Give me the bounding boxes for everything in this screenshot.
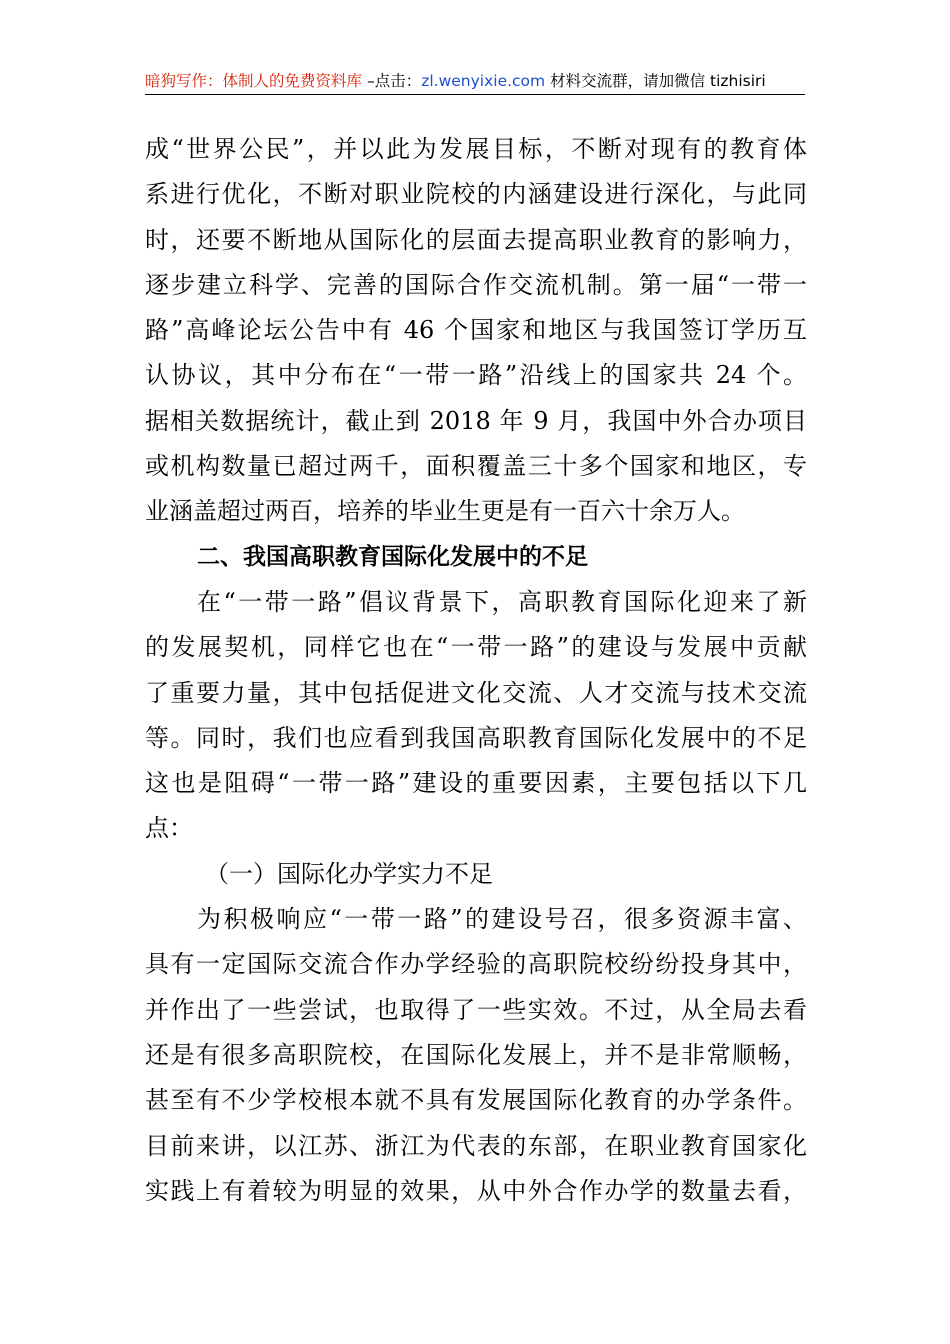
paragraph-line: 目前来讲，以江苏、浙江为代表的东部，在职业教育国家化 xyxy=(145,1131,807,1160)
paragraph-line: 这也是阻碍“一带一路”建设的重要因素，主要包括以下几 xyxy=(145,769,807,798)
subsection-heading: （一）国际化办学实力不足 xyxy=(205,859,493,888)
document-body xyxy=(145,127,807,1214)
paragraph-line: 具有一定国际交流合作办学经验的高职院校纷纷投身其中， xyxy=(145,950,807,979)
paragraph-line: 等。同时，我们也应看到我国高职教育国际化发展中的不足 xyxy=(145,723,807,752)
section-heading: 二、我国高职教育国际化发展中的不足 xyxy=(197,543,588,570)
paragraph-line: 为积极响应“一带一路”的建设号召，很多资源丰富、 xyxy=(197,905,807,934)
paragraph-line: 还是有很多高职院校，在国际化发展上，并不是非常顺畅， xyxy=(145,1040,807,1069)
header-site-link[interactable]: zl.wenyixie.com xyxy=(421,72,546,90)
paragraph-line: 在“一带一路”倡议背景下，高职教育国际化迎来了新 xyxy=(197,587,807,616)
page-header xyxy=(145,68,805,94)
paragraph-line: 或机构数量已超过两千，面积覆盖三十多个国家和地区，专 xyxy=(145,452,807,481)
header-divider xyxy=(145,94,805,95)
header-site-title: 暗狗写作：体制人的免费资料库 xyxy=(145,72,363,90)
paragraph-line: 的发展契机，同样它也在“一带一路”的建设与发展中贡献 xyxy=(145,633,807,662)
header-contact-text: 材料交流群，请加微信 tizhisiri xyxy=(545,72,766,90)
paragraph-line: 甚至有不少学校根本就不具有发展国际化教育的办学条件。 xyxy=(145,1086,807,1115)
paragraph-line: 点： xyxy=(145,814,193,843)
paragraph-line: 时，还要不断地从国际化的层面去提高职业教育的影响力， xyxy=(145,225,807,254)
paragraph-line: 逐步建立科学、完善的国际合作交流机制。第一届“一带一 xyxy=(145,270,807,299)
paragraph-line: 并作出了一些尝试，也取得了一些实效。不过，从全局去看 xyxy=(145,995,807,1024)
paragraph-line: 据相关数据统计，截止到 2018 年 9 月，我国中外合办项目 xyxy=(145,406,807,435)
paragraph-line: 成“世界公民”，并以此为发展目标，不断对现有的教育体 xyxy=(145,135,807,163)
paragraph-line: 业涵盖超过两百，培养的毕业生更是有一百六十余万人。 xyxy=(145,497,745,526)
paragraph-line: 认协议，其中分布在“一带一路”沿线上的国家共 24 个。 xyxy=(145,361,807,390)
paragraph-line: 路”高峰论坛公告中有 46 个国家和地区与我国签订学历互 xyxy=(145,316,807,345)
paragraph-line: 了重要力量，其中包括促进文化交流、人才交流与技术交流 xyxy=(145,678,807,707)
header-click-label: –点击： xyxy=(362,72,422,90)
paragraph-line: 实践上有着较为明显的效果，从中外合作办学的数量去看， xyxy=(145,1176,807,1205)
paragraph-line: 系进行优化，不断对职业院校的内涵建设进行深化，与此同 xyxy=(145,180,807,209)
